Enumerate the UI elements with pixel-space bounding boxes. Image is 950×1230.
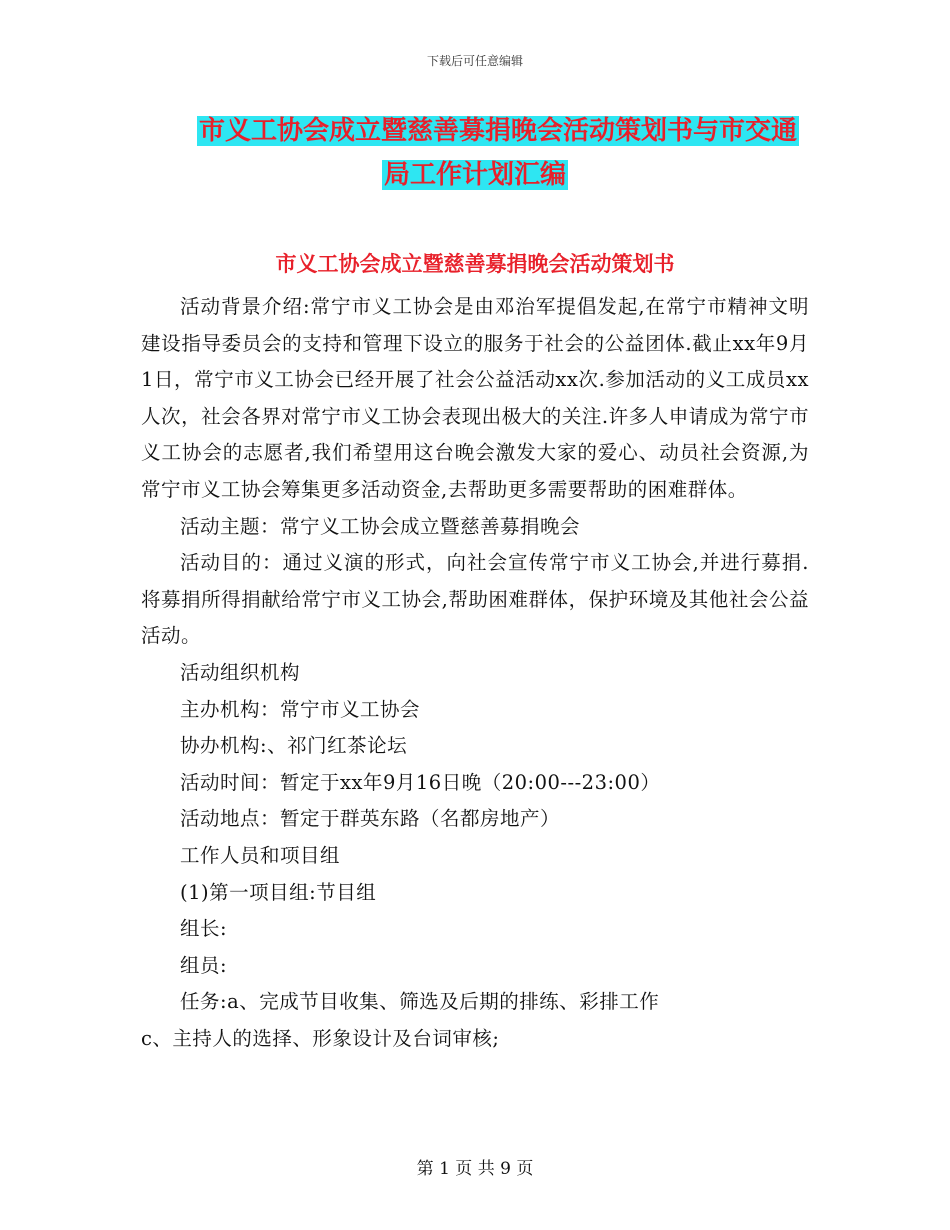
- paragraph-members: 组员:: [180, 953, 228, 977]
- paragraph-co-host: 协办机构:、祁门红茶论坛: [180, 734, 408, 758]
- paragraph-background: 活动背景介绍:常宁市义工协会是由邓治军提倡发起,在常宁市精神文明建设指导委员会的支持和管理下设立的服务于社会的公益团体.截止xx年9月1日，常宁市义工协会已经开展了社会公益活动xx次.参加活动的义工成员xx人次，社会各界对常宁市义工协会表现出极大的关注.许多人申请成为常宁市义工协会的志愿者,我们希望用这台晚会激发大家的爱心、动员社会资源,为常宁市义工协会筹集更多活动资金,去帮助更多需要帮助的困难群体。: [141, 295, 809, 501]
- document-title-text-2: 局工作计划汇编: [383, 160, 566, 190]
- document-title-line-1: [0, 112, 950, 150]
- paragraph-organization: 活动组织机构: [180, 660, 301, 684]
- document-body: [141, 289, 809, 1057]
- paragraph-time: 活动时间：暂定于xx年9月16日晚（20:00---23:00）: [180, 770, 661, 794]
- paragraph-leader: 组长:: [180, 917, 228, 941]
- paragraph-location: 活动地点：暂定于群英东路（名都房地产）: [180, 807, 561, 831]
- paragraph-host: 主办机构：常宁市义工协会: [180, 697, 421, 721]
- section-heading: 市义工协会成立暨慈善募捐晚会活动策划书: [275, 251, 675, 276]
- paragraph-purpose: 活动目的：通过义演的形式，向社会宣传常宁市义工协会,并进行募捐.将募捐所得捐献给常宁市义工协会,帮助困难群体，保护环境及其他社会公益活动。: [141, 551, 809, 648]
- paragraph-staff: 工作人员和项目组: [180, 843, 341, 867]
- paragraph-task: 任务:a、完成节目收集、筛选及后期的排练、彩排工作: [180, 990, 660, 1014]
- header-note: 下载后可任意编辑: [426, 54, 523, 68]
- paragraph-group-1: (1)第一项目组:节目组: [180, 880, 377, 904]
- paragraph-host-selection: c、主持人的选择、形象设计及台词审核;: [141, 1026, 500, 1050]
- paragraph-theme: 活动主题：常宁义工协会成立暨慈善募捐晚会: [180, 514, 581, 538]
- document-title-text-1: 市义工协会成立暨慈善募捐晚会活动策划书与市交通: [198, 116, 797, 146]
- document-title-line-2: [0, 156, 950, 194]
- page-number: 第 1 页 共 9 页: [416, 1159, 534, 1179]
